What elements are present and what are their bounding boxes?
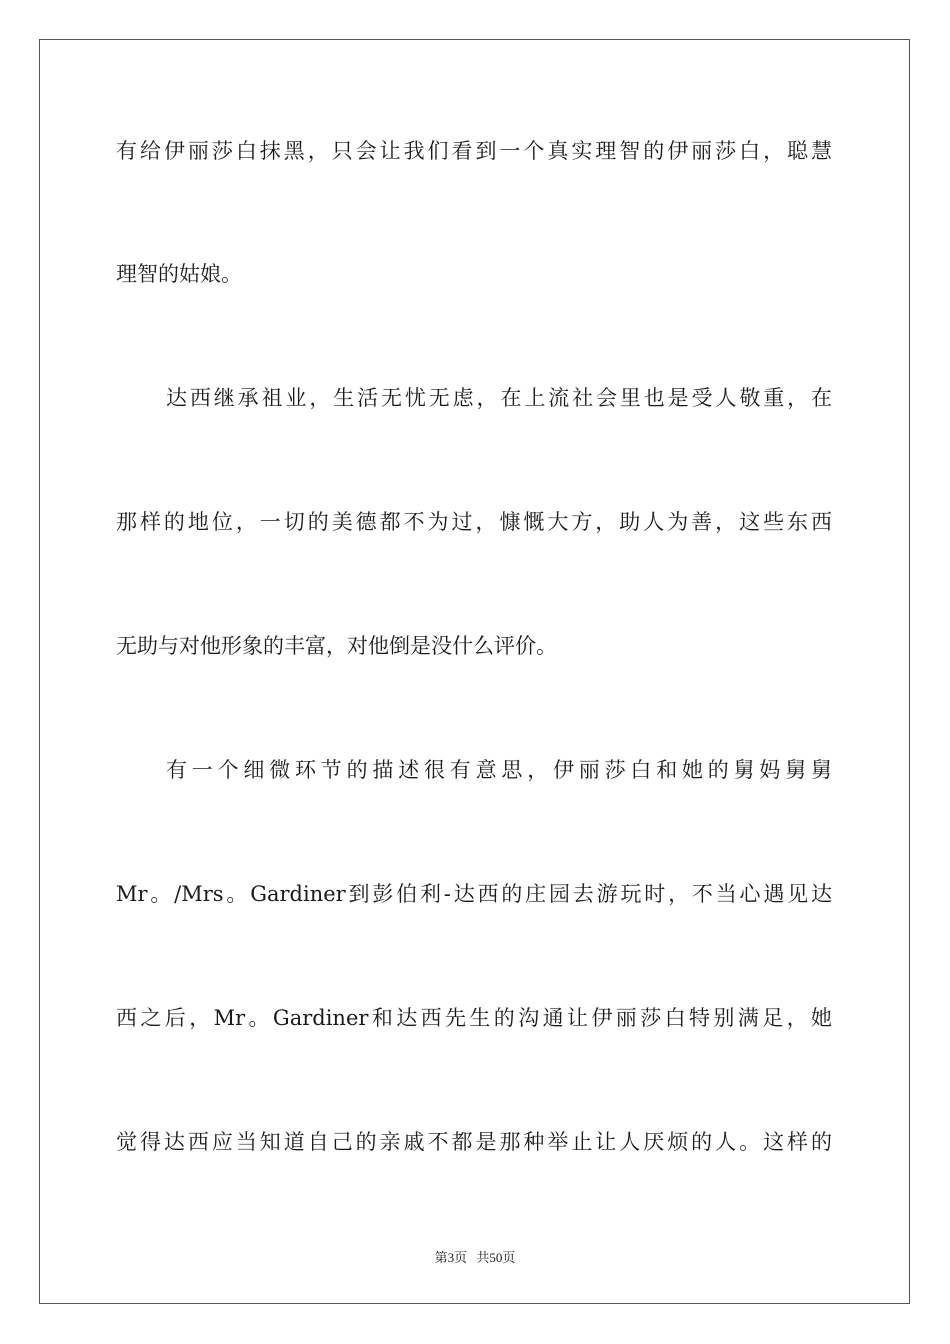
text-line-7: Mr。/Mrs。Gardiner到彭伯利-达西的庄园去游玩时，不当心遇见达: [116, 882, 832, 906]
text-line-6: 有一个细微环节的描述很有意思，伊丽莎白和她的舅妈舅舅: [166, 758, 832, 782]
page-number: 第3页: [434, 1250, 468, 1265]
text-line-1: 有给伊丽莎白抹黑，只会让我们看到一个真实理智的伊丽莎白，聪慧: [116, 139, 832, 163]
page-border: [39, 39, 910, 1304]
page-total: 共50页: [476, 1250, 516, 1265]
text-line-8: 西之后，Mr。Gardiner和达西先生的沟通让伊丽莎白特别满足，她: [116, 1006, 832, 1030]
text-line-4: 那样的地位，一切的美德都不为过，慷慨大方，助人为善，这些东西: [116, 510, 832, 534]
page-footer: [0, 1247, 950, 1266]
text-line-3: 达西继承祖业，生活无忧无虑，在上流社会里也是受人敬重，在: [166, 386, 832, 410]
text-line-2: 理智的姑娘。: [116, 262, 242, 286]
text-line-5: 无助与对他形象的丰富，对他倒是没什么评价。: [116, 634, 557, 658]
text-line-9: 觉得达西应当知道自己的亲戚不都是那种举止让人厌烦的人。这样的: [116, 1130, 832, 1154]
